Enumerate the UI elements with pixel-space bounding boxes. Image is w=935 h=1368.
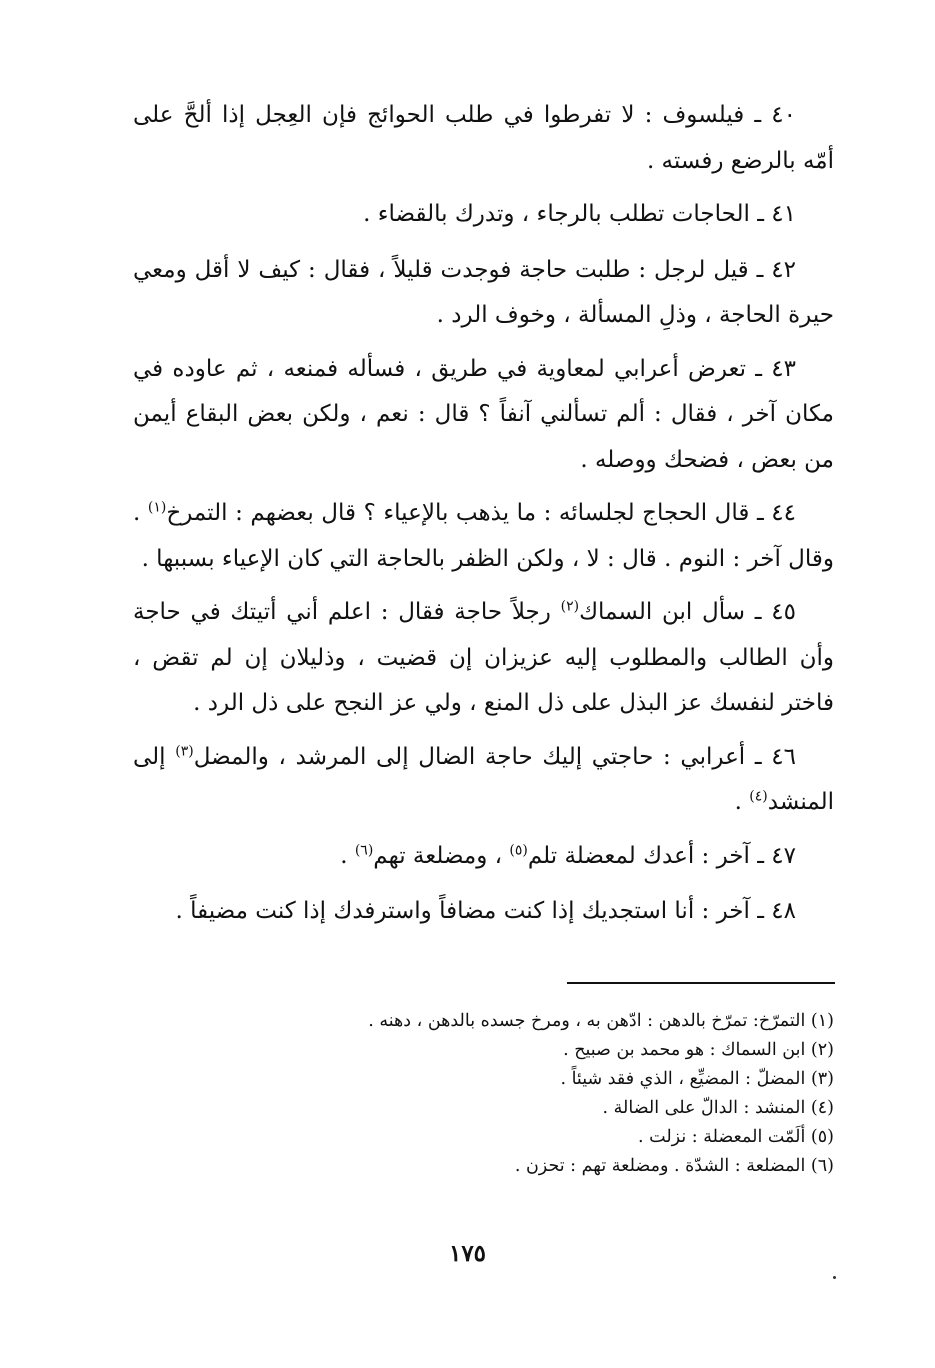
page-number: ١٧٥ — [448, 1240, 487, 1267]
footnote-separator — [567, 982, 835, 984]
paragraph-number: ٤٣ ـ — [755, 355, 797, 382]
paragraph-text: إلى المنشد — [133, 743, 834, 815]
paragraph-text: رجلاً حاجة فقال : اعلم أني أتيتك في حاجة وأن الطالب والمطلوب إليه عزيزان إن قضيت ، وذليلان إن لم تقض ، فاختر لنفسك عز البذل على ذل المنع ، ولي عز النجح على ذل الرد . — [133, 599, 834, 716]
paragraph-text: قيل لرجل : طلبت حاجة فوجدت قليلاً ، فقال : كيف لا أقل ومعي حيرة الحاجة ، وذلِ المسألة ، وخوف الرد . — [133, 256, 834, 328]
paragraph-number: ٤٨ ـ — [757, 898, 796, 924]
paragraph-number: ٤٢ ـ — [756, 256, 796, 283]
paragraph-46 — [133, 735, 834, 826]
paragraph-number: ٤٦ ـ — [754, 743, 796, 770]
paragraph-44 — [133, 491, 834, 582]
paragraph-text: أعرابي : حاجتي إليك حاجة الضال إلى المرشد ، والمضل — [193, 743, 746, 770]
footnote-ref-3: (٣) — [175, 742, 194, 759]
paragraph-48 — [133, 889, 834, 935]
footnote-6: (٦) المضلعة : الشدّة . ومضلعة تهم : تحزن . — [514, 1156, 834, 1176]
paragraph-number: ٤١ ـ — [757, 201, 796, 227]
scan-speck — [833, 1276, 836, 1279]
paragraph-number: ٤٧ ـ — [757, 842, 796, 869]
footnote-3: (٣) المضلّ : المضيِّع ، الذي فقد شيئاً . — [560, 1069, 834, 1089]
paragraph-text: تعرض أعرابي لمعاوية في طريق ، فسأله فمنعه ، ثم عاوده في مكان آخر ، فقال : ألم تسألني آنفاً ؟ قال : نعم ، ولكن بعض البقاع أيمن من بعض ، فضحك ووصله . — [133, 355, 834, 473]
paragraph-47 — [133, 834, 834, 880]
footnote-2: (٢) ابن السماك : هو محمد بن صبيح . — [563, 1040, 834, 1060]
footnote-ref-5: (٥) — [509, 841, 528, 858]
paragraph-text: آخر : أعدك لمعضلة تلم — [527, 842, 750, 869]
paragraph-number: ٤٥ ـ — [754, 599, 796, 625]
footnote-ref-6: (٦) — [354, 841, 374, 858]
footnote-ref-4: (٤) — [749, 788, 768, 805]
paragraph-text: فيلسوف : لا تفرطوا في طلب الحوائج فإن العِجل إذا ألحَّ على أمّه بالرضع رفسته . — [133, 102, 834, 174]
main-text-block — [133, 93, 834, 943]
paragraph-text: آخر : أنا استجديك إذا كنت مضافاً واسترفدك إذا كنت مضيفاً . — [175, 898, 750, 924]
paragraph-40 — [133, 93, 834, 184]
paragraph-text: . — [734, 789, 750, 815]
footnote-ref-2: (٢) — [560, 598, 580, 615]
paragraph-text: قال الحجاج لجلسائه : ما يذهب بالإعياء ؟ قال بعضهم : التمرخ — [166, 500, 750, 526]
footnote-1: (١) التمرّخ: تمرّخ بالدهن : ادّهن به ، ومرخ جسده بالدهن ، دهنه . — [368, 1011, 834, 1031]
paragraph-42 — [133, 248, 834, 339]
paragraph-text: ، ومضلعة تهم — [373, 842, 510, 869]
paragraph-text: سأل ابن السماك — [579, 599, 746, 625]
paragraph-41 — [133, 192, 834, 238]
footnote-5: (٥) ألَمّت المعضلة : نزلت . — [638, 1127, 834, 1147]
paragraph-text: . — [340, 842, 355, 869]
footnotes-block — [133, 1007, 834, 1181]
footnote-4: (٤) المنشد : الدالّ على الضالة . — [602, 1098, 834, 1118]
paragraph-text: الحاجات تطلب بالرجاء ، وتدرك بالقضاء . — [363, 201, 750, 227]
paragraph-43 — [133, 347, 834, 484]
paragraph-text: . وقال آخر : النوم . قال : لا ، ولكن الظفر بالحاجة التي كان الإعياء بسببها . — [133, 500, 834, 572]
footnote-ref-1: (١) — [147, 499, 167, 516]
paragraph-number: ٤٤ ـ — [756, 500, 797, 526]
paragraph-number: ٤٠ ـ — [754, 102, 796, 128]
paragraph-45 — [133, 590, 834, 727]
